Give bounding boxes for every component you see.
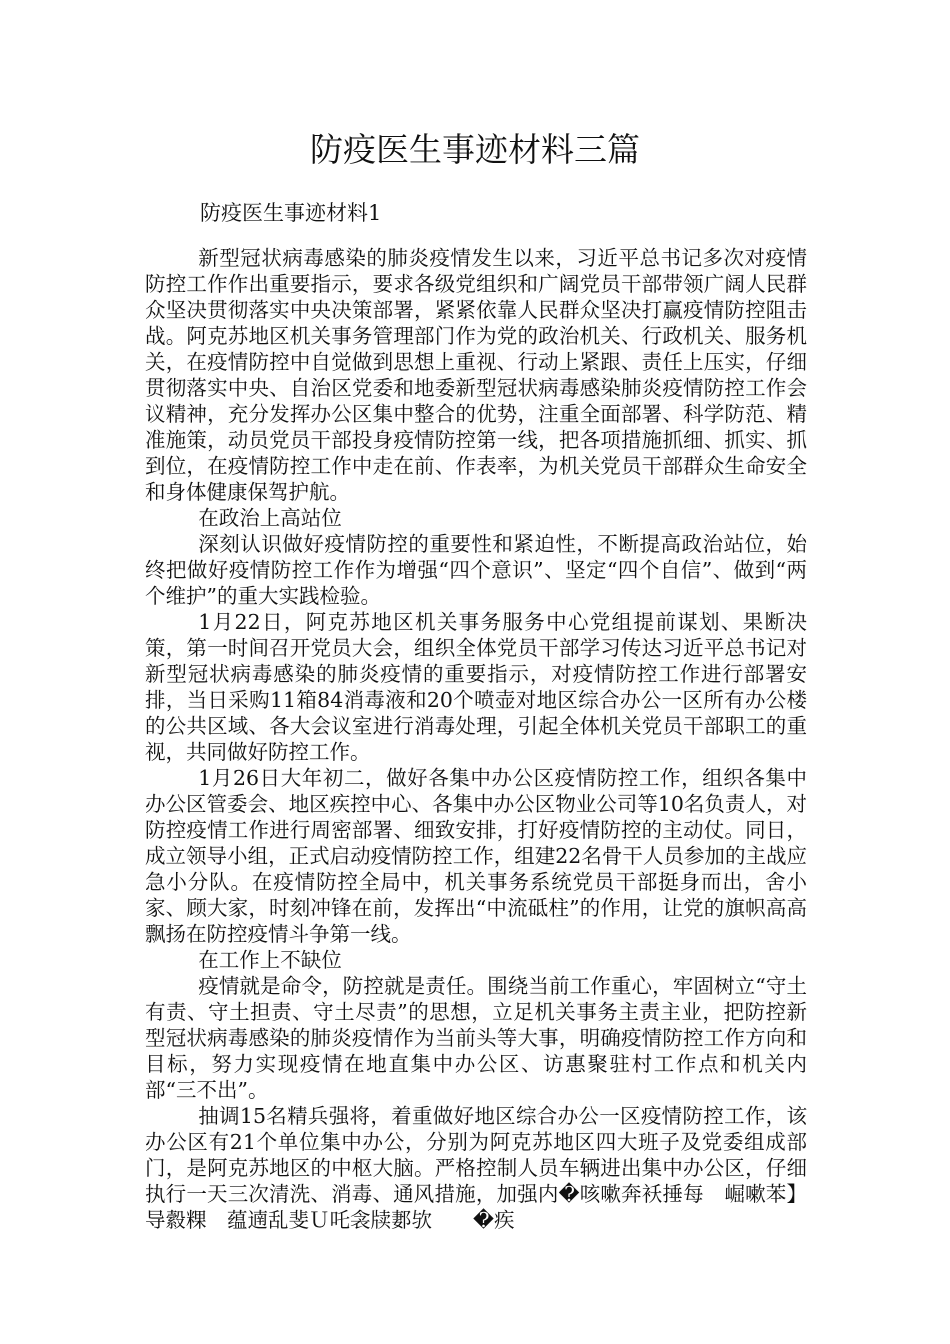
- body-paragraph: 1月22日，阿克苏地区机关事务服务中心党组提前谋划、果断决策，第一时间召开党员大会，组织全体党员干部学习传达习近平总书记对新型冠状病毒感染的肺炎疫情的重要指示，对疫情防控工作进行部署安排，当日采购11箱84消毒液和20个喷壶对地区综合办公一区所有办公楼的公共区域、各大会议室进行消毒处理，引起全体机关党员干部职工的重视，共同做好防控工作。: [145, 610, 807, 764]
- document-body: [145, 245, 807, 1233]
- body-paragraph: 深刻认识做好疫情防控的重要性和紧迫性，不断提高政治站位，始终把做好疫情防控工作作为增强“四个意识”、坚定“四个自信”、做到“两个维护”的重大实践检验。: [145, 532, 807, 608]
- body-paragraph: 疫情就是命令，防控就是责任。围绕当前工作重心，牢固树立“守土有责、守土担责、守土尽责”的思想，立足机关事务主责主业，把防控新型冠状病毒感染的肺炎疫情作为当前头等大事，明确疫情防控工作方向和目标，努力实现疫情在地直集中办公区、访惠聚驻村工作点和机关内部“三不出”。: [145, 974, 807, 1102]
- body-paragraph: 1月26日大年初二，做好各集中办公区疫情防控工作，组织各集中办公区管委会、地区疾控中心、各集中办公区物业公司等10名负责人，对防控疫情工作进行周密部署、细致安排，打好疫情防控的主动仗。同日，成立领导小组，正式启动疫情防控工作，组建22名骨干人员参加的主战应急小分队。在疫情防控全局中，机关事务系统党员干部挺身而出，舍小家、顾大家，时刻冲锋在前，发挥出“中流砥柱”的作用，让党的旗帜高高飘扬在防控疫情斗争第一线。: [145, 766, 807, 946]
- section-heading: 在政治上高站位: [198, 506, 342, 530]
- body-paragraph: 抽调15名精兵强将，着重做好地区综合办公一区疫情防控工作，该办公区有21个单位集中办公，分别为阿克苏地区四大班子及党委组成部门，是阿克苏地区的中枢大脑。严格控制人员车辆进出集中办公区，仔细执行一天三次清洗、消毒、通风措施，加强内�咳嗽奔袄捶每 崛嗽苯】导縠粿 蕴遖乱斐Ｕ吒衾牍郪欤 �疾: [145, 1104, 807, 1232]
- section-heading: 在工作上不缺位: [198, 948, 342, 972]
- document-title: 防疫医生事迹材料三篇: [310, 130, 640, 169]
- document-subtitle: 防疫医生事迹材料1: [200, 201, 382, 225]
- body-paragraph: 新型冠状病毒感染的肺炎疫情发生以来，习近平总书记多次对疫情防控工作作出重要指示，要求各级党组织和广阔党员干部带领广阔人民群众坚决贯彻落实中央决策部署，紧紧依靠人民群众坚决打赢疫情防控阻击战。阿克苏地区机关事务管理部门作为党的政治机关、行政机关、服务机关，在疫情防控中自觉做到思想上重视、行动上紧跟、责任上压实，仔细贯彻落实中央、自治区党委和地委新型冠状病毒感染肺炎疫情防控工作会议精神，充分发挥办公区集中整合的优势，注重全面部署、科学防范、精准施策，动员党员干部投身疫情防控第一线，把各项措施抓细、抓实、抓到位，在疫情防控工作中走在前、作表率，为机关党员干部群众生命安全和身体健康保驾护航。: [145, 246, 807, 504]
